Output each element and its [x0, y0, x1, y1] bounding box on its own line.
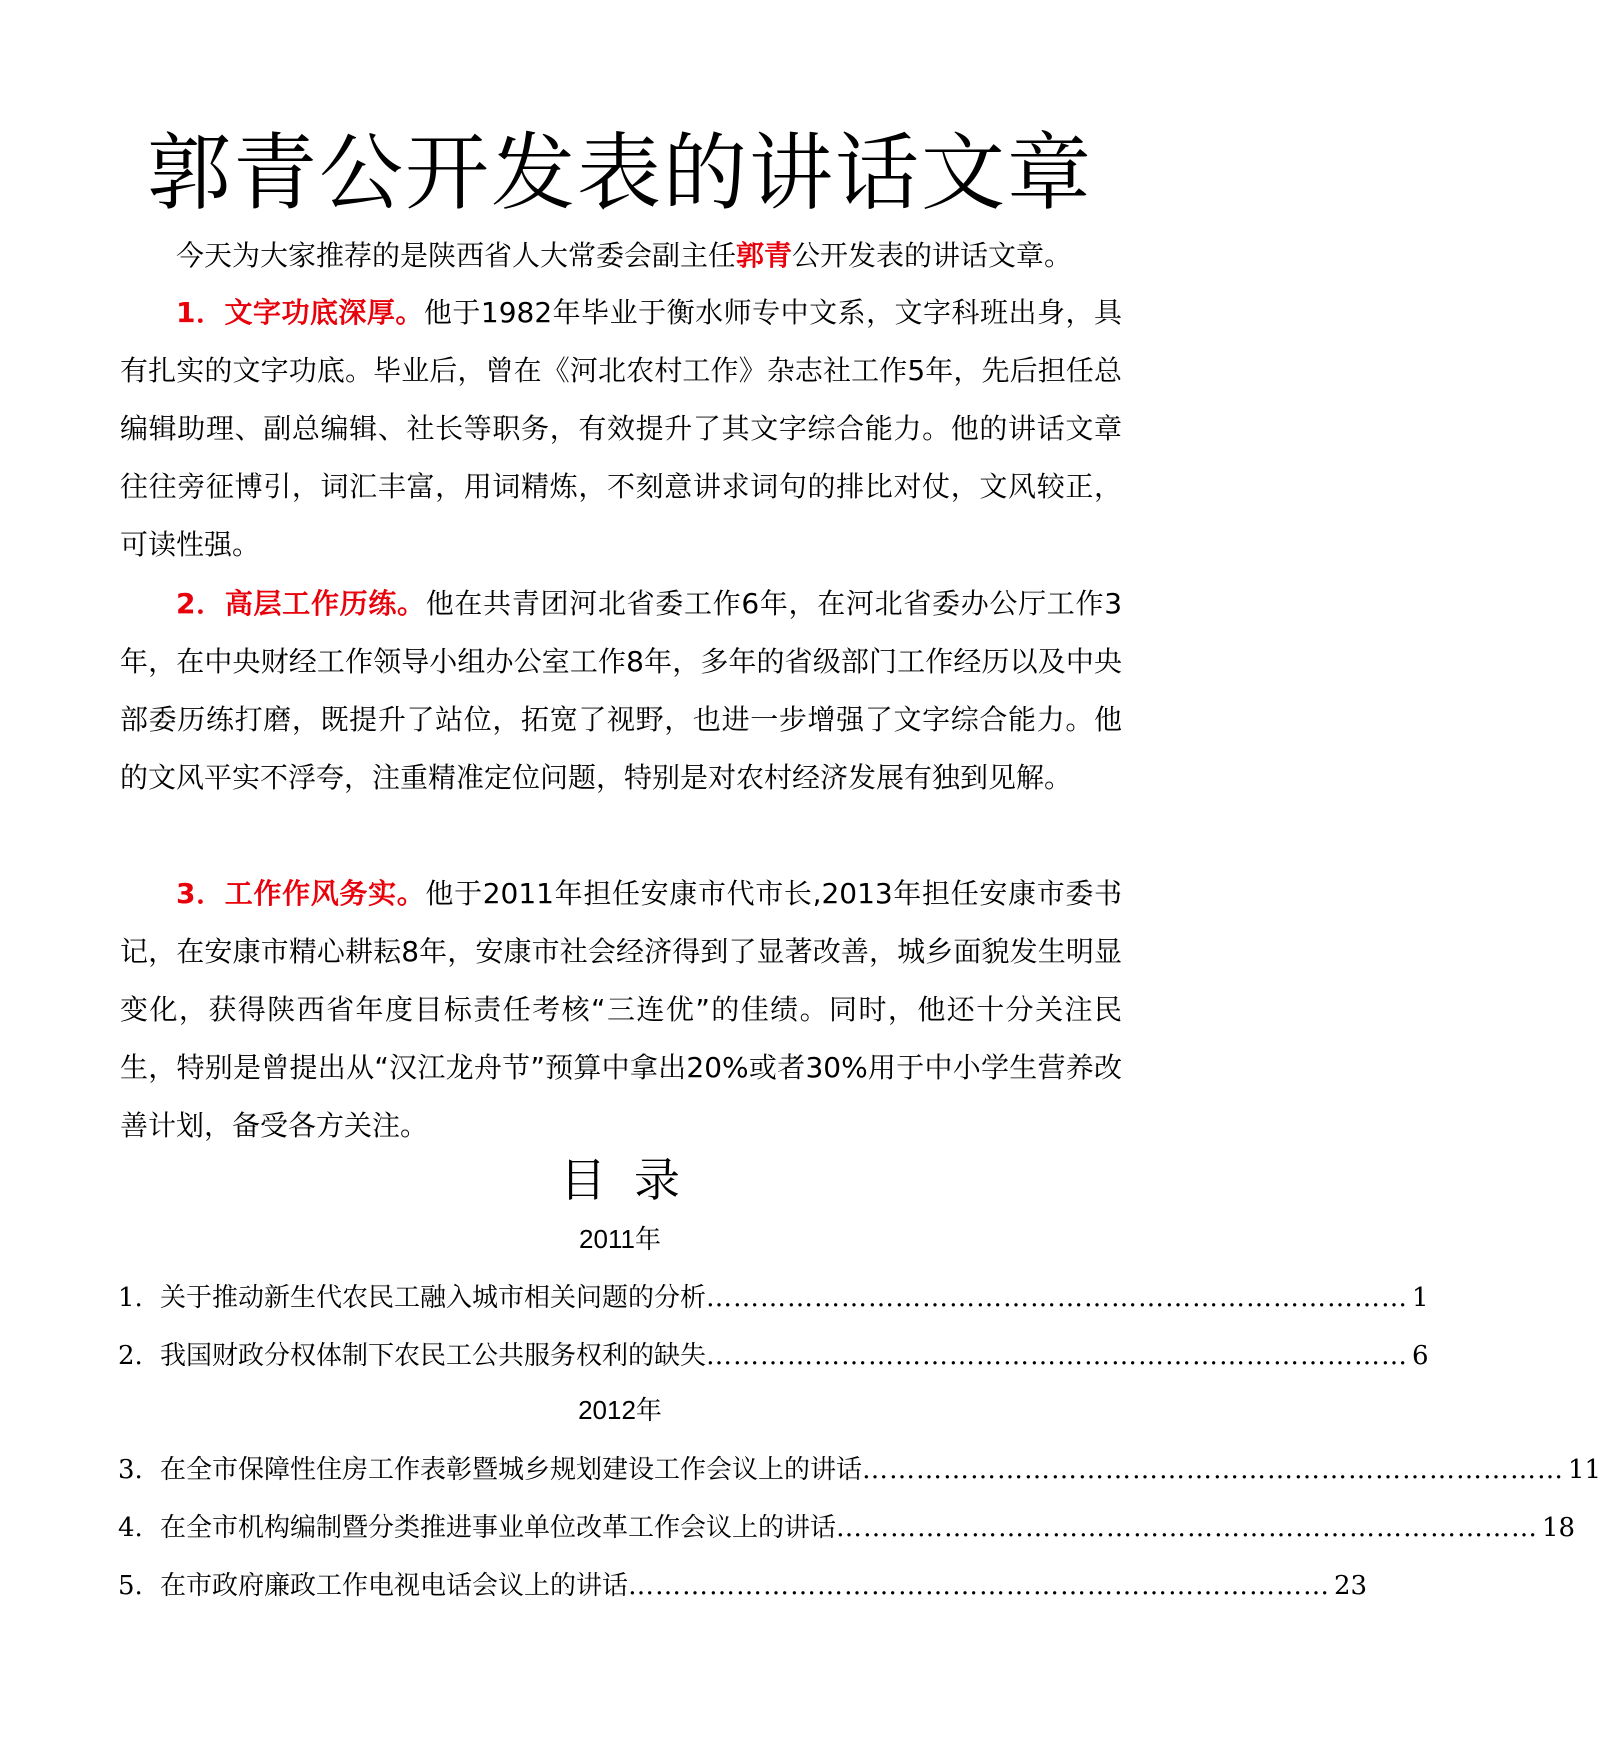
toc-entry-page: 18 [1542, 1513, 1576, 1543]
toc-entry-title: 我国财政分权体制下农民工公共服务权利的缺失 [160, 1341, 707, 1371]
toc-leader-dots: …………………………………………………………………… [862, 1455, 1565, 1485]
document-title: 郭青公开发表的讲话文章 [146, 124, 1093, 222]
toc-entry[interactable] [118, 1336, 1429, 1376]
toc-year-heading: 2012年 [578, 1395, 662, 1425]
toc-entry-page: 1 [1412, 1283, 1429, 1313]
intro-text-before: 今天为大家推荐的是陕西省人大常委会副主任 [176, 239, 737, 272]
section-body-2: 他在共青团河北省委工作6年，在河北省委办公厅工作3年，在中央财经工作领导小组办公室工作8年，多年的省级部门工作经历以及中央部委历练打磨，既提升了站位，拓宽了视野，也进一步增强了文字综合能力。他的文风平实不浮夸，注重精准定位问题，特别是对农村经济发展有独到见解。 [120, 587, 1123, 794]
toc-leader-dots: …………………………………………………………………… [706, 1341, 1409, 1371]
toc-title: 目录 [560, 1153, 708, 1207]
toc-entry[interactable] [118, 1508, 1576, 1548]
toc-leader-dots: …………………………………………………………………… [706, 1283, 1409, 1313]
intro-paragraph [120, 236, 1120, 276]
toc-entry[interactable] [118, 1450, 1601, 1490]
toc-entry[interactable] [118, 1566, 1368, 1606]
section-heading-2: 2．高层工作历练。 [176, 587, 426, 620]
toc-entry-title: 关于推动新生代农民工融入城市相关问题的分析 [160, 1283, 707, 1313]
toc-entry[interactable] [118, 1278, 1429, 1318]
toc-entry-page: 23 [1334, 1571, 1368, 1601]
toc-entry-number: 1. [118, 1283, 143, 1313]
intro-text-after: 公开发表的讲话文章。 [792, 239, 1073, 272]
toc-entry-title: 在市政府廉政工作电视电话会议上的讲话 [160, 1571, 629, 1601]
section-heading-1: 1．文字功底深厚。 [176, 296, 424, 329]
toc-entry-number: 5. [118, 1571, 143, 1601]
section-paragraph-2 [120, 575, 1122, 807]
section-paragraph-3 [120, 865, 1122, 1155]
toc-year-heading: 2011年 [579, 1224, 661, 1254]
toc-entry-page: 11 [1568, 1455, 1601, 1485]
toc-entry-number: 3. [118, 1455, 143, 1485]
section-paragraph-1 [120, 284, 1122, 574]
toc-entry-number: 4. [118, 1513, 143, 1543]
section-body-1: 他于1982年毕业于衡水师专中文系，文字科班出身，具有扎实的文字功底。毕业后，曾在《河北农村工作》杂志社工作5年，先后担任总编辑助理、副总编辑、社长等职务，有效提升了其文字综合能力。他的讲话文章往往旁征博引，词汇丰富，用词精炼，不刻意讲求词句的排比对仗，文风较正，可读性强。 [120, 296, 1123, 561]
toc-entry-number: 2. [118, 1341, 143, 1371]
toc-entry-title: 在全市保障性住房工作表彰暨城乡规划建设工作会议上的讲话 [160, 1455, 863, 1485]
section-body-3: 他于2011年担任安康市代市长,2013年担任安康市委书记，在安康市精心耕耘8年，安康市社会经济得到了显著改善，城乡面貌发生明显变化，获得陕西省年度目标责任考核“三连优”的佳绩。同时，他还十分关注民生，特别是曾提出从“汉江龙舟节”预算中拿出20%或者30%用于中小学生营养改善计划，备受各方关注。 [120, 877, 1123, 1142]
intro-highlight-name: 郭青 [736, 239, 793, 272]
toc-entry-page: 6 [1412, 1341, 1429, 1371]
toc-entry-title: 在全市机构编制暨分类推进事业单位改革工作会议上的讲话 [160, 1513, 837, 1543]
toc-leader-dots: …………………………………………………………………… [836, 1513, 1539, 1543]
section-heading-3: 3．工作作风务实。 [176, 877, 426, 910]
toc-leader-dots: …………………………………………………………………… [628, 1571, 1331, 1601]
